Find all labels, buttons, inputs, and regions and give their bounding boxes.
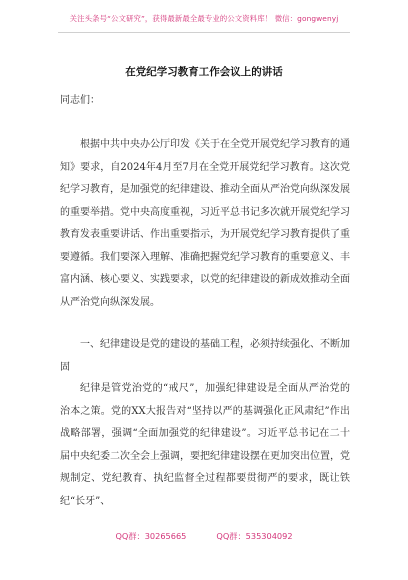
footer-qq-group-2: QQ群：535304092 (216, 531, 293, 541)
footer (0, 531, 408, 542)
paragraph-section-1: 纪律是管党治党的“戒尺”，加强纪律建设是全面从严治党的治本之策。党的XX大报告对“坚持以严的基调强化正风肃纪”作出战略部署，强调“全面加强党的纪律建设”。习近平总书记在二十届中央纪委二次全会上强调，要把纪律建设摆在更加突出位置，党规制定、党纪教育、执纪监督全过程都要贯彻严的要求，既让铁纪“长牙”、 (60, 383, 350, 507)
salutation: 同志们： (60, 95, 100, 106)
footer-qq-group-1: QQ群：30265665 (115, 531, 187, 541)
document-title: 在党纪学习教育工作会议上的讲话 (125, 66, 283, 78)
header-divider (58, 32, 350, 33)
section-heading-1: 一、纪律建设是党的建设的基础工程，必须持续强化、不断加固 (60, 339, 350, 373)
header-banner: 关注头条号“公文研究”，获得最新最全最专业的公文资料库！ 微信：gongwenyj (69, 14, 339, 23)
paragraph-intro: 根据中共中央办公厅印发《关于在全党开展党纪学习教育的通知》要求，自2024年4月至7月在全党开展党纪学习教育。这次党纪学习教育，是加强党的纪律建设、推动全面从严治党向纵深发展的重要举措。党中央高度重视，习近平总书记多次就开展党纪学习教育发表重要讲话、作出重要指示，为开展党纪学习教育提供了重要遵循。我们要深入理解、准确把握党纪学习教育的重要意义、丰富内涵、核心要义、实践要求，以党的纪律建设的新成效推动全面从严治党向纵深发展。 (60, 139, 350, 308)
